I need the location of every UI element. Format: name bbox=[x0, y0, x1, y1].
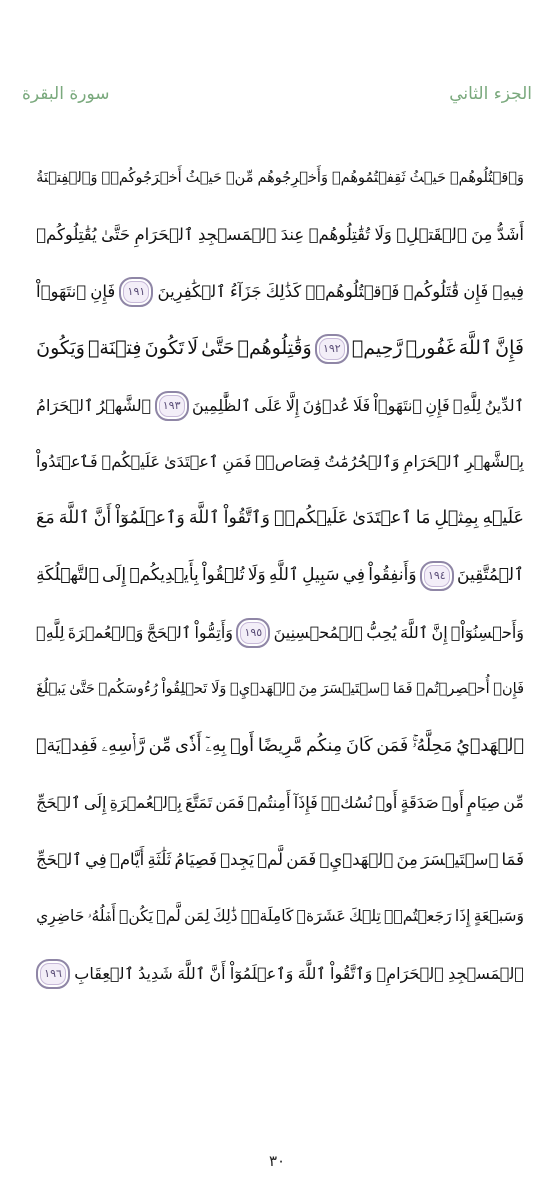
quran-word: ٱلۡمَسۡجِدِ bbox=[448, 963, 524, 983]
quran-word: نُسُكٖۚ bbox=[320, 793, 373, 813]
quran-word: ٱللَّهِ bbox=[268, 565, 299, 586]
quran-word: وَٱلۡفِتۡنَةُ bbox=[36, 170, 98, 187]
verse-line-content bbox=[36, 510, 524, 528]
quran-word: بِٱلۡعُمۡرَةِ bbox=[109, 793, 182, 813]
quran-word: أَمِنتُمۡ bbox=[247, 793, 291, 813]
quran-word: بِأَيۡدِيكُمۡ bbox=[129, 565, 199, 586]
quran-word: ٱسۡتَيۡسَرَ bbox=[321, 681, 390, 698]
quran-word: وَلَا bbox=[211, 681, 227, 698]
quran-word: مِّن bbox=[148, 735, 172, 756]
quran-word: فِتۡنَةٞ bbox=[87, 337, 142, 360]
quran-word: وَٱعۡلَمُوٓاْ bbox=[115, 508, 185, 529]
verse-line-content bbox=[36, 224, 524, 244]
quran-word: قِصَاصٞۚ bbox=[255, 452, 321, 472]
quran-word: مِّنۡ bbox=[225, 170, 254, 187]
quran-word: أَذٗى bbox=[175, 735, 202, 756]
quran-word: ٱلۡمَسۡجِدِ bbox=[198, 224, 277, 244]
quran-word: ٱللَّهَ bbox=[188, 508, 220, 529]
verse-line-content bbox=[36, 618, 524, 648]
page-number: ٣٠ bbox=[268, 1152, 286, 1170]
quran-word: أَوۡ bbox=[375, 793, 398, 813]
quran-word: فَإِنَّ bbox=[495, 337, 524, 360]
quran-word: حَاضِرِي bbox=[36, 907, 85, 925]
quran-word: وَأَحۡسِنُوٓاْۚ bbox=[450, 622, 524, 642]
quran-word: يَبۡلُغَ bbox=[36, 681, 66, 698]
quran-word: حَيۡثُ bbox=[185, 170, 222, 187]
quran-word: ٱلۡكَٰفِرِينَ bbox=[157, 281, 226, 301]
quran-word: وَأَتِمُّواْ bbox=[194, 622, 234, 642]
quran-word: ٱلۡحَرَامِ bbox=[134, 224, 194, 244]
quran-word: ٱلۡهَدۡيِۖ bbox=[230, 681, 295, 698]
quran-word: تَمَتَّعَ bbox=[185, 793, 213, 813]
quran-word: وَٱلۡحُرُمَٰتُ bbox=[324, 452, 400, 472]
ayah-number-marker: ١٩٢ bbox=[315, 334, 349, 364]
quran-word: وَلَا bbox=[247, 565, 266, 586]
quran-word: رَّأۡسِهِۦ bbox=[101, 735, 145, 756]
quran-word: صَدَقَةٍ bbox=[400, 793, 439, 813]
quran-word: ٱسۡتَيۡسَرَ bbox=[421, 849, 499, 869]
verse-line-content bbox=[36, 959, 524, 989]
quran-word: فَصِيَامُ bbox=[174, 849, 217, 869]
quran-word: أَخۡرَجُوكُمۡۚ bbox=[101, 170, 182, 187]
quran-word: أَيَّامٖ bbox=[109, 849, 145, 869]
quran-word: ٱلۡهَدۡيُ bbox=[456, 735, 524, 756]
quran-word: يَجِدۡ bbox=[220, 849, 254, 869]
verse-line-content bbox=[36, 277, 524, 307]
quran-word: ٱلۡهَدۡيِۚ bbox=[319, 849, 394, 869]
quran-word: وَيَكُونَ bbox=[36, 337, 85, 360]
quran-word: أَنَّ bbox=[209, 963, 226, 983]
quran-word: ثَقِفۡتُمُوهُمۡ bbox=[331, 170, 406, 187]
quran-word: عَلَيۡكُمۡ bbox=[101, 452, 161, 472]
quran-word: ٱلۡحَجِّ bbox=[36, 849, 82, 869]
quran-word: ٱلۡحَجَّ bbox=[146, 622, 192, 642]
quran-word: مِنَ bbox=[298, 681, 318, 698]
quran-word: بِٱلشَّهۡرِ bbox=[464, 452, 524, 472]
verse-lines bbox=[36, 150, 524, 1002]
quran-word: مِنكُم bbox=[306, 735, 343, 756]
quran-word: قَٰتَلُوكُمۡ bbox=[403, 281, 460, 301]
quran-word: وَٱتَّقُواْ bbox=[223, 508, 270, 529]
ayah-number-marker: ١٩١ bbox=[119, 277, 153, 307]
quran-word: وَأَنفِقُواْ bbox=[368, 565, 417, 586]
quran-word: إِنَّ bbox=[431, 622, 448, 642]
quran-word: ٱعۡتَدَىٰ bbox=[352, 508, 412, 529]
quran-word: لِلَّهِۚ bbox=[36, 622, 65, 642]
quran-word: ٱلدِّينُ bbox=[484, 395, 524, 415]
verse-line bbox=[36, 832, 524, 889]
surah-label: سورة البقرة bbox=[22, 84, 110, 104]
quran-word: فَٱقۡتُلُوهُمۡۗ bbox=[305, 281, 400, 301]
quran-word: بِمِثۡلِ bbox=[434, 508, 479, 529]
verse-line-content bbox=[36, 561, 524, 591]
quran-word: وَلَا bbox=[374, 224, 392, 244]
quran-word: ٱللَّهَ bbox=[177, 963, 206, 983]
quran-word: تُلۡقُواْ bbox=[201, 565, 245, 586]
quran-word: ٱللَّهَ bbox=[58, 508, 90, 529]
verse-line-content bbox=[36, 909, 524, 925]
verse-line bbox=[36, 264, 524, 321]
quran-word: عَلَيۡهِ bbox=[482, 508, 524, 529]
verse-line bbox=[36, 661, 524, 718]
verse-line-content bbox=[36, 849, 524, 869]
quran-word: إِلَّا bbox=[285, 395, 300, 415]
quran-word: غَفُورٞ bbox=[405, 337, 456, 360]
quran-word: فِي bbox=[85, 849, 107, 869]
quran-word: فَإِنِ bbox=[90, 281, 116, 301]
quran-word: ٱللَّهَ bbox=[400, 622, 429, 642]
quran-word: يُقَٰتِلُوكُمۡ bbox=[36, 224, 97, 244]
quran-word: مَعَ bbox=[36, 508, 55, 529]
verse-line-content bbox=[36, 682, 524, 697]
quran-word: وَٱعۡلَمُوٓاْ bbox=[229, 963, 294, 983]
verse-line-content bbox=[36, 391, 524, 421]
quran-word: ٱلۡحَرَامِ bbox=[403, 452, 461, 472]
quran-word: حَتَّىٰ bbox=[101, 224, 131, 244]
quran-word: كَامِلَةٞۗ bbox=[240, 907, 294, 925]
verse-line bbox=[36, 775, 524, 832]
ayah-number-marker: ١٩٣ bbox=[155, 391, 189, 421]
quran-word: ٱلۡقَتۡلِۚ bbox=[396, 224, 467, 244]
quran-word: أَوۡ bbox=[441, 793, 464, 813]
quran-word: تُقَٰتِلُوهُمۡ bbox=[308, 224, 371, 244]
quran-word: تَحۡلِقُواْ bbox=[161, 681, 208, 698]
quran-word: وَأَخۡرِجُوهُم bbox=[257, 170, 328, 187]
quran-word: فَإِن bbox=[463, 281, 489, 301]
quran-word: مِنَ bbox=[471, 224, 493, 244]
ayah-number-marker: ١٩٦ bbox=[36, 959, 70, 989]
verse-line bbox=[36, 320, 524, 377]
verse-line-content bbox=[36, 795, 524, 811]
quran-word: ٱلۡحَرَامُ bbox=[36, 395, 94, 415]
quran-word: رَجَعۡتُمۡۗ bbox=[384, 907, 452, 925]
quran-word: صِيَامٍ bbox=[466, 793, 501, 813]
quran-word: فِيهِۖ bbox=[492, 281, 524, 301]
quran-word: أَهۡلُهُۥ bbox=[87, 907, 116, 925]
quran-word: وَٱلۡعُمۡرَةَ bbox=[67, 622, 144, 642]
quran-word: ذَٰلِكَ bbox=[212, 907, 238, 925]
quran-word: كَانَ bbox=[346, 735, 373, 756]
quran-word: فَمَنِ bbox=[222, 452, 252, 472]
quran-word: وَسَبۡعَةٍ bbox=[473, 907, 524, 925]
quran-word: سَبِيلِ bbox=[302, 565, 340, 586]
quran-word: ٱعۡتَدَىٰ bbox=[164, 452, 219, 472]
quran-word: ٱلۡمُتَّقِينَ bbox=[457, 565, 524, 586]
quran-word: إِذَا bbox=[454, 907, 471, 925]
verse-line bbox=[36, 718, 524, 775]
quran-word: فَإِذَآ bbox=[293, 793, 318, 813]
juz-label: الجزء الثاني bbox=[449, 84, 532, 104]
quran-word: لَا bbox=[187, 337, 199, 360]
quran-word: ٱللَّهَ bbox=[297, 963, 326, 983]
quran-word: مَّرِيضًا bbox=[257, 735, 303, 756]
page-header bbox=[22, 76, 532, 112]
quran-word: فَمَن bbox=[215, 793, 245, 813]
verse-line bbox=[36, 377, 524, 434]
quran-word: ٱلۡمُحۡسِنِينَ bbox=[273, 622, 363, 642]
quran-word: فَإِنِ bbox=[425, 395, 450, 415]
quran-word: ٱللَّهَ bbox=[458, 337, 493, 360]
quran-word: جَزَآءُ bbox=[229, 281, 262, 301]
quran-word: فَفِدۡيَةٞ bbox=[36, 735, 98, 756]
quran-word: بِهِۦٓ bbox=[205, 735, 227, 756]
quran-word: أُحۡصِرۡتُمۡ bbox=[416, 681, 490, 698]
verse-line bbox=[36, 150, 524, 207]
quran-word: حَيۡثُ bbox=[409, 170, 446, 187]
quran-word: ٱنتَهَوۡاْ bbox=[36, 281, 87, 301]
quran-word: تِلۡكَ bbox=[349, 907, 381, 925]
quran-word: ٱلشَّهۡرُ bbox=[96, 395, 152, 415]
verse-line-content bbox=[36, 735, 524, 756]
verse-line bbox=[36, 888, 524, 945]
quran-word: عِندَ bbox=[280, 224, 305, 244]
verse-line-content bbox=[36, 171, 524, 186]
quran-word: ٱلتَّهۡلُكَةِ bbox=[36, 565, 99, 586]
quran-word: فَٱعۡتَدُواْ bbox=[36, 452, 98, 472]
quran-word: ٱنتَهَوۡاْ bbox=[373, 395, 423, 415]
verse-line-content bbox=[36, 334, 524, 364]
quran-word: أَوۡ bbox=[230, 735, 254, 756]
quran-word: ٱلۡعِقَابِ bbox=[74, 963, 134, 983]
ayah-number-marker: ١٩٥ bbox=[236, 618, 270, 648]
quran-word: وَٱقۡتُلُوهُمۡ bbox=[449, 170, 524, 187]
quran-word: فَإِنۡ bbox=[493, 681, 524, 698]
quran-word: إِلَى bbox=[102, 565, 127, 586]
quran-word: أَشَدُّ bbox=[496, 224, 524, 244]
quran-word: عَلَيۡكُمۡۚ bbox=[274, 508, 349, 529]
quran-word: مَا bbox=[415, 508, 431, 529]
quran-word: عَلَى bbox=[254, 395, 283, 415]
quran-word: رُءُوسَكُمۡ bbox=[98, 681, 158, 698]
quran-word: تَكُونَ bbox=[144, 337, 185, 360]
quran-word: لِمَن bbox=[184, 907, 210, 925]
verse-line bbox=[36, 207, 524, 264]
quran-word: شَدِيدُ bbox=[138, 963, 173, 983]
quran-word: حَتَّىٰ bbox=[201, 337, 235, 360]
quran-word: يَكُنۡ bbox=[119, 907, 154, 925]
verse-line bbox=[36, 434, 524, 491]
quran-word: يُحِبُّ bbox=[366, 622, 397, 642]
quran-word: ٱلۡحَرَامِۚ bbox=[376, 963, 444, 983]
quran-word: رَّحِيمٞ bbox=[351, 337, 403, 360]
quran-word: إِلَى bbox=[83, 793, 107, 813]
verse-line bbox=[36, 604, 524, 661]
quran-word: فَمَا bbox=[501, 849, 524, 869]
quran-word: أَنَّ bbox=[93, 508, 112, 529]
quran-word: عَشَرَةٞ bbox=[296, 907, 346, 925]
quran-word: فَمَن bbox=[376, 735, 409, 756]
quran-word: لِلَّهِۖ bbox=[453, 395, 482, 415]
quran-word: عُدۡوَٰنَ bbox=[302, 395, 350, 415]
verse-line bbox=[36, 945, 524, 1002]
quran-word: فَمَا bbox=[392, 681, 413, 698]
quran-word: لَّمۡ bbox=[257, 849, 284, 869]
quran-word: وَقَٰتِلُوهُمۡ bbox=[237, 337, 312, 360]
quran-word: كَذَٰلِكَ bbox=[265, 281, 302, 301]
quran-word: مَحِلَّهُۥۚ bbox=[412, 735, 453, 756]
quran-word: لَّمۡ bbox=[156, 907, 181, 925]
quran-word: مِّن bbox=[503, 793, 524, 813]
quran-word: ثَلَٰثَةِ bbox=[147, 849, 172, 869]
quran-word: ٱلظَّٰلِمِينَ bbox=[191, 395, 251, 415]
quran-word: وَٱتَّقُواْ bbox=[330, 963, 373, 983]
quran-word: مِنَ bbox=[396, 849, 418, 869]
quran-word: حَتَّىٰ bbox=[69, 681, 95, 698]
verse-line bbox=[36, 548, 524, 605]
quran-word: ٱلۡحَجِّ bbox=[36, 793, 81, 813]
quran-word: فِي bbox=[342, 565, 365, 586]
verse-line-content bbox=[36, 454, 524, 470]
quran-word: فَلَا bbox=[352, 395, 371, 415]
ayah-number-marker: ١٩٤ bbox=[420, 561, 454, 591]
quran-word: فَمَن bbox=[286, 849, 317, 869]
verse-line bbox=[36, 491, 524, 548]
